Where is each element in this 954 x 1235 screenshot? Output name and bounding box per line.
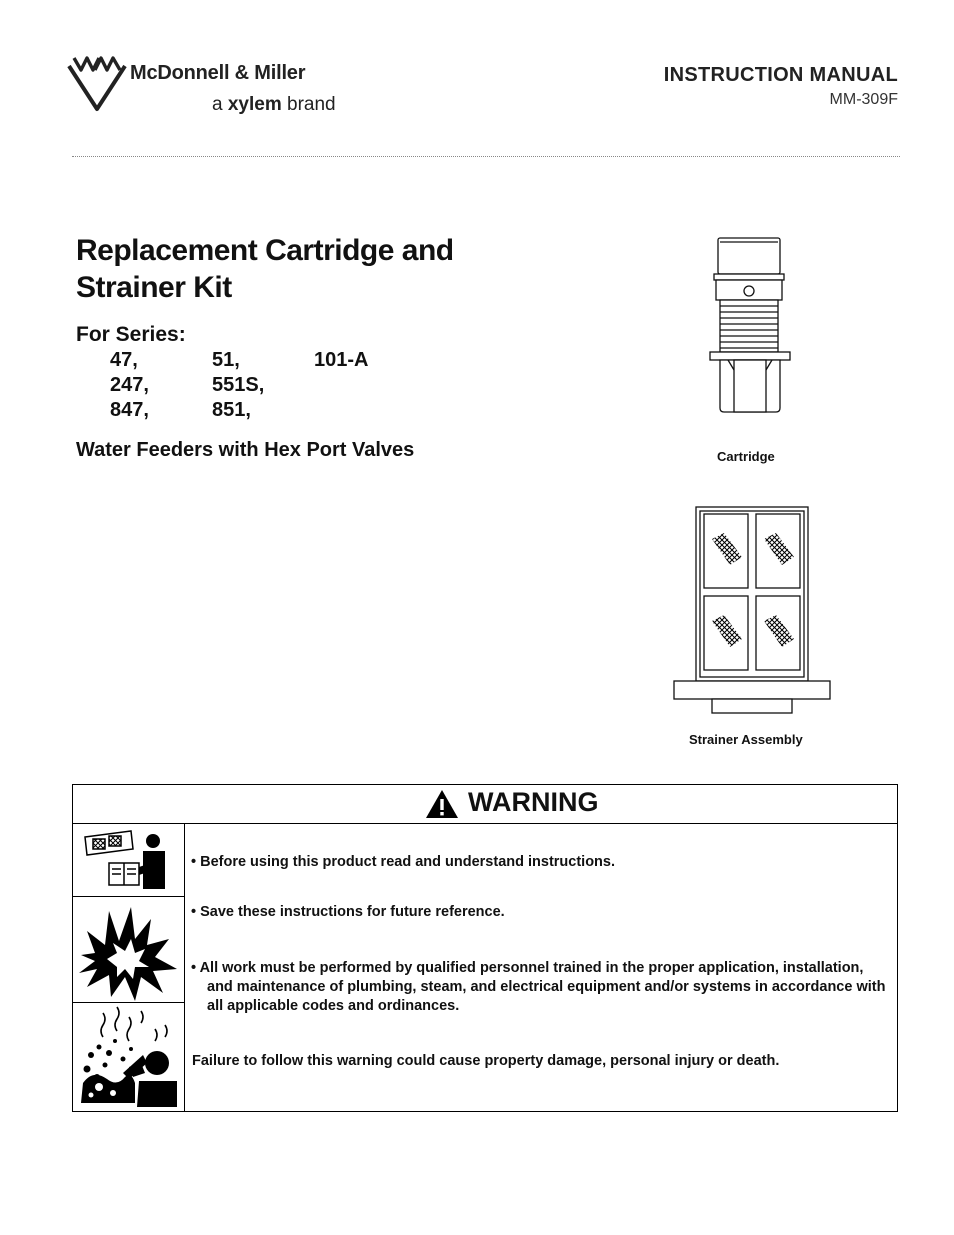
document-subtitle: Water Feeders with Hex Port Valves <box>76 439 415 461</box>
warning-triangle-icon <box>425 789 459 819</box>
series-item <box>314 399 394 424</box>
series-item: 47, <box>110 349 138 371</box>
hazard-icon-column <box>73 823 185 1111</box>
title-line-1: Replacement Cartridge and <box>76 234 454 267</box>
mm-shield-icon <box>66 54 128 112</box>
hazard-cell-explosion <box>73 897 184 1003</box>
manual-code: MM-309F <box>829 91 898 108</box>
header-divider <box>72 156 900 157</box>
warning-box <box>72 784 898 1112</box>
series-item: 247, <box>110 374 149 396</box>
document-title <box>76 232 496 306</box>
warning-title: WARNING <box>468 787 599 817</box>
cartridge-illustration <box>706 236 794 418</box>
manual-title: INSTRUCTION MANUAL <box>663 64 898 86</box>
explosion-icon <box>73 897 184 1002</box>
brand-name: McDonnell & Miller <box>130 62 306 84</box>
warning-bullet-read-instructions: • Before using this product read and understand instructions. <box>191 854 616 870</box>
warning-header <box>73 785 897 824</box>
warning-bullet-qualified-personnel <box>191 959 891 1016</box>
series-item <box>314 374 394 399</box>
strainer-caption: Strainer Assembly <box>689 732 803 747</box>
brand-tagline-prefix: a <box>212 94 223 115</box>
series-label: For Series: <box>76 323 186 346</box>
strainer-illustration <box>672 505 834 717</box>
warning-failure-statement: Failure to follow this warning could cause property damage, personal injury or death. <box>192 1053 780 1069</box>
series-list <box>110 349 394 424</box>
warning-bullet-save-instructions: • Save these instructions for future reference. <box>191 904 505 920</box>
series-item: 101-A <box>314 349 369 371</box>
brand-tagline <box>212 94 336 116</box>
brand-logo <box>66 54 366 124</box>
qualified-personnel-text: • All work must be performed by qualified personnel trained in the proper application, installation, and maintenance of plumbing, steam, and electrical equipment and/or systems in accordance with all applicable codes and ordinances. <box>191 960 886 1014</box>
hazard-cell-read-manual <box>73 823 184 897</box>
xylem-mark: xylem <box>227 94 282 115</box>
cartridge-caption: Cartridge <box>717 449 775 464</box>
steam-burn-icon <box>73 1003 184 1111</box>
title-line-2: Strainer Kit <box>76 271 232 304</box>
hazard-cell-steam-burn <box>73 1003 184 1111</box>
series-item: 51, <box>212 349 240 371</box>
brand-tagline-suffix: brand <box>287 94 336 115</box>
series-item: 551S, <box>212 374 265 396</box>
series-item: 851, <box>212 399 251 421</box>
reading-manual-icon <box>73 823 184 896</box>
series-item: 847, <box>110 399 149 421</box>
